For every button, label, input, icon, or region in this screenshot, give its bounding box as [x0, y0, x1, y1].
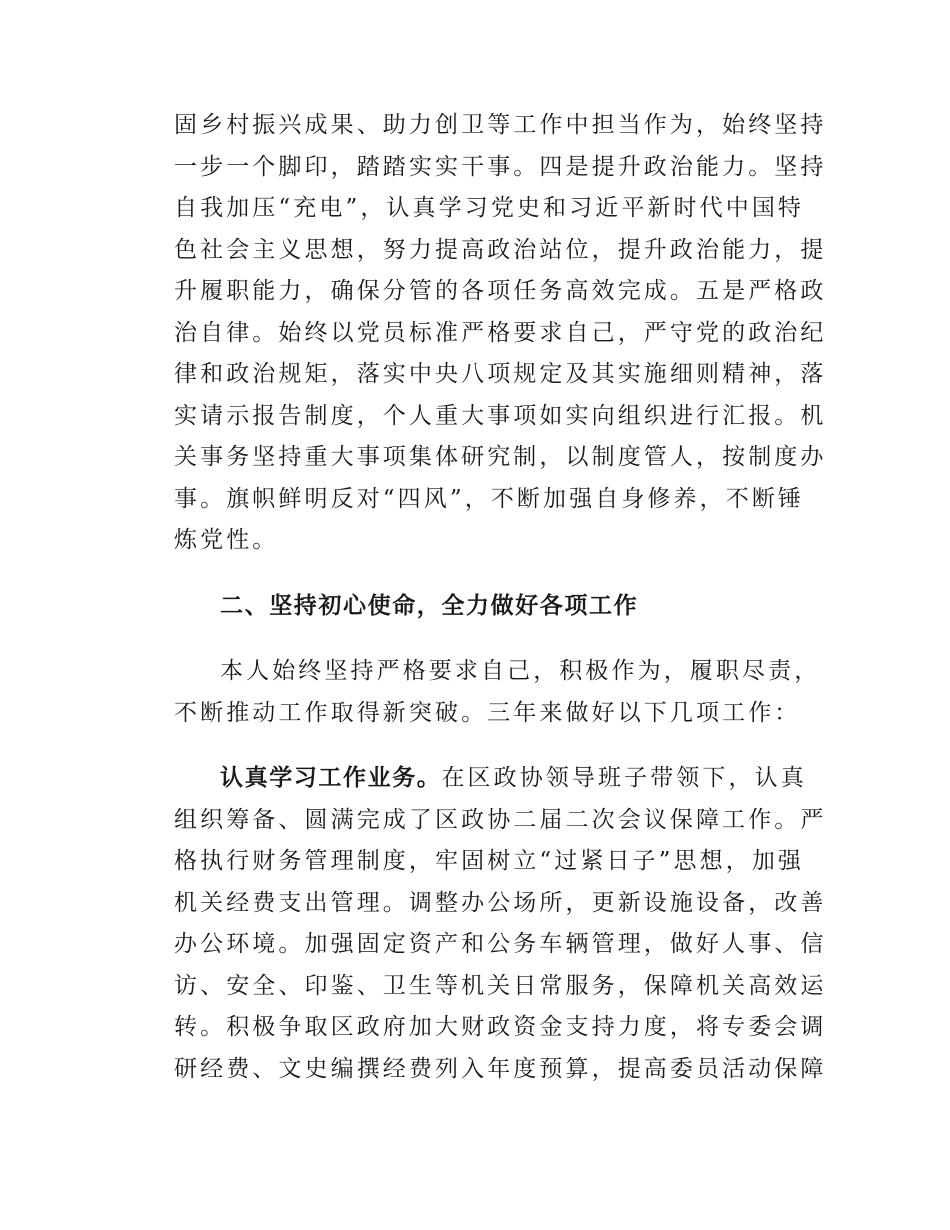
paragraph-line: 机关经费支出管理。调整办公场所，更新设施设备，改善 — [174, 889, 827, 916]
paragraph-line: 事。旗帜鲜明反对“四风”，不断加强自身修养，不断锤 — [174, 485, 805, 512]
paragraph-line: 色社会主义思想，努力提高政治站位，提升政治能力，提 — [174, 236, 827, 263]
paragraph-line: 治自律。始终以党员标准严格要求自己，严守党的政治纪 — [174, 319, 827, 346]
paragraph-spacer — [174, 734, 794, 758]
work-paragraph — [174, 758, 827, 1090]
paragraph-line: 格执行财务管理制度，牢固树立“过紧日子”思想，加强 — [174, 848, 805, 874]
paragraph-lead-title: 认真学习工作业务。 — [220, 765, 442, 791]
paragraph-lead-text: 在区政协领导班子带领下，认真 — [441, 765, 807, 791]
section-heading: 二、坚持初心使命，全力做好各项工作 — [220, 592, 639, 619]
paragraph-line: 固乡村振兴成果、助力创卫等工作中担当作为，始终坚持 — [174, 112, 827, 138]
continued-paragraph — [174, 105, 827, 562]
paragraph-first-line — [174, 758, 807, 800]
paragraph-line: 转。积极争取区政府加大财政资金支持力度，将专委会调 — [174, 1014, 827, 1040]
paragraph-spacer — [174, 627, 794, 651]
paragraph-line: 律和政治规矩，落实中央八项规定及其实施细则精神，落 — [174, 361, 827, 387]
paragraph-spacer — [174, 562, 794, 586]
paragraph-line: 不断推动工作取得新突破。三年来做好以下几项工作： — [174, 699, 801, 726]
paragraph-line: 本人始终坚持严格要求自己，积极作为，履职尽责， — [220, 658, 821, 684]
paragraph-line: 组织筹备、圆满完成了区政协二届二次会议保障工作。严 — [174, 806, 827, 833]
paragraph-line: 升履职能力，确保分管的各项任务高效完成。五是严格政 — [174, 278, 827, 304]
document-body — [174, 105, 827, 1090]
paragraph-line: 办公环境。加强固定资产和公务车辆管理，做好人事、信 — [174, 931, 827, 957]
intro-paragraph — [174, 651, 821, 734]
paragraph-line: 炼党性。 — [174, 527, 279, 553]
paragraph-line: 自我加压“充电”，认真学习党史和习近平新时代中国特 — [174, 195, 805, 221]
paragraph-line: 研经费、文史编撰经费列入年度预算，提高委员活动保障 — [174, 1055, 827, 1082]
paragraph-line: 关事务坚持重大事项集体研究制，以制度管人，按制度办 — [174, 444, 827, 470]
paragraph-line: 一步一个脚印，踏踏实实干事。四是提升政治能力。坚持 — [174, 153, 827, 180]
paragraph-line: 访、安全、印鉴、卫生等机关日常服务，保障机关高效运 — [174, 972, 827, 999]
paragraph-line: 实请示报告制度，个人重大事项如实向组织进行汇报。机 — [174, 402, 827, 429]
